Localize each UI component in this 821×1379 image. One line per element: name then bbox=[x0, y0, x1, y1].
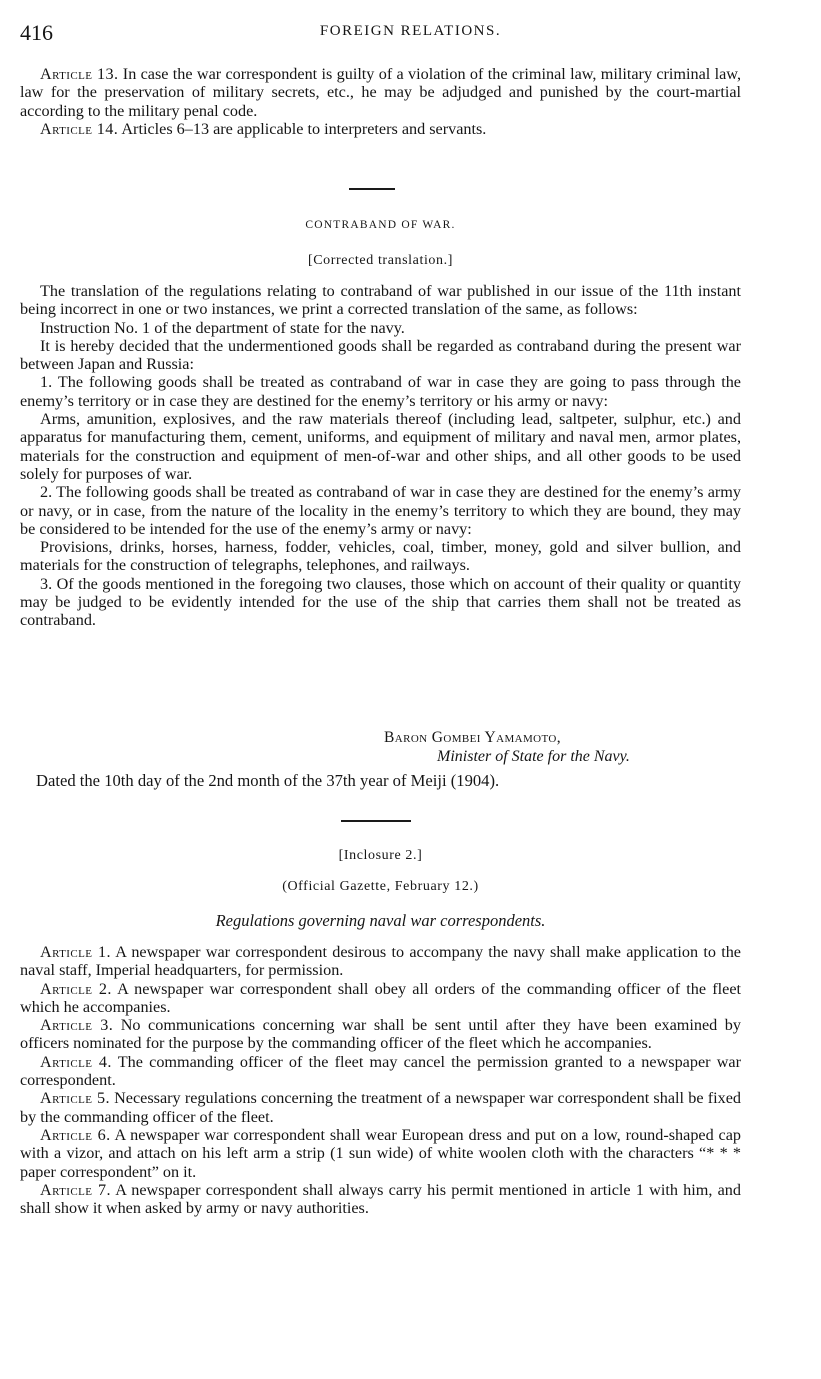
article-label: Article 1. bbox=[40, 943, 111, 961]
body-paragraph: 2. The following goods shall be treated as contraband of war in case they are destined for the enemy’s army or navy, or in case, from the nature of the locality in the enemy’s territory to which they are bound, they may be considered to be intended for the use of the enemy’s army or navy: bbox=[20, 483, 741, 538]
article-label: Article 2. bbox=[40, 979, 112, 998]
inclosure-label: [Inclosure 2.] bbox=[338, 848, 423, 863]
article-label: Article 14. bbox=[40, 119, 119, 138]
page-number: 416 bbox=[20, 20, 53, 45]
article-label: Article 7. bbox=[40, 1180, 111, 1199]
article-13-paragraph bbox=[20, 65, 741, 120]
article-paragraph bbox=[20, 1089, 741, 1126]
body-paragraph: 1. The following goods shall be treated as contraband of war in case they are going to pass through the enemy’s territory or in case they are destined for the enemy’s territory or his army or navy: bbox=[20, 373, 741, 410]
regulations-body bbox=[20, 943, 741, 1217]
article-paragraph bbox=[20, 1181, 741, 1218]
article-text: A newspaper correspondent shall always carry his permit mentioned in article 1 with him, and shall show it when asked by army or navy authorities. bbox=[20, 1180, 741, 1218]
article-text: In case the war correspondent is guilty of a violation of the criminal law, military criminal law, law for the preservation of military secrets, etc., he may be adjudged and punished by the court-martial according to the military penal code. bbox=[20, 65, 741, 120]
body-paragraph: Instruction No. 1 of the department of state for the navy. bbox=[40, 318, 405, 337]
body-paragraph: 3. Of the goods mentioned in the foregoing two clauses, those which on account of their quality or quantity may be judged to be evidently intended for the use of the ship that carries them shall not be treated as contraband. bbox=[20, 574, 741, 630]
article-text: The commanding officer of the fleet may cancel the permission granted to a newspaper war correspondent. bbox=[20, 1052, 741, 1090]
article-text: Articles 6–13 are applicable to interpreters and servants. bbox=[118, 119, 487, 138]
article-paragraph bbox=[20, 943, 741, 980]
article-paragraph bbox=[20, 980, 741, 1017]
section-subheading: [Corrected translation.] bbox=[307, 253, 453, 268]
body-paragraph: It is hereby decided that the undermentioned goods shall be regarded as contraband during the present war between Japan and Russia: bbox=[20, 336, 741, 374]
body-paragraph: Provisions, drinks, horses, harness, fodder, vehicles, coal, timber, money, gold and silver bullion, and materials for the construction of telegraphs, telephones, and railways. bbox=[20, 538, 741, 575]
article-text: A newspaper war correspondent shall obey all orders of the commanding officer of the fleet which he accompanies. bbox=[20, 979, 741, 1016]
article-text: A newspaper war correspondent shall wear European dress and put on a low, round-shaped cap with a vizor, and attach on his left arm a strip (1 sun wide) of white woolen cloth with the characters “* * * paper correspondent” on it. bbox=[20, 1125, 742, 1181]
article-text: Necessary regulations concerning the treatment of a newspaper war correspondent shall be fixed by the commanding officer of the fleet. bbox=[20, 1089, 741, 1126]
article-text: A newspaper war correspondent desirous to accompany the navy shall make application to the naval staff, Imperial headquarters, for permission. bbox=[20, 943, 741, 980]
article-label: Article 4. bbox=[40, 1052, 112, 1071]
signature-name: Baron Gombei Yamamoto, bbox=[384, 729, 562, 746]
article-label: Article 5. bbox=[40, 1089, 110, 1108]
section-divider bbox=[349, 188, 395, 190]
gazette-source: (Official Gazette, February 12.) bbox=[282, 879, 479, 894]
articles-13-14 bbox=[20, 65, 741, 138]
article-label: Article 13. bbox=[40, 65, 119, 83]
date-line: Dated the 10th day of the 2nd month of the 37th year of Meiji (1904). bbox=[36, 771, 500, 790]
article-label: Article 6. bbox=[40, 1125, 111, 1144]
signature-title: Minister of State for the Navy. bbox=[437, 748, 630, 765]
section-heading: CONTRABAND OF WAR. bbox=[305, 219, 456, 231]
regulations-title: Regulations governing naval war correspondents. bbox=[215, 911, 546, 930]
article-paragraph bbox=[20, 1016, 741, 1053]
running-head bbox=[20, 20, 801, 45]
body-paragraph: Arms, amunition, explosives, and the raw materials thereof (including lead, saltpeter, sulphur, etc.) and apparatus for manufacturing them, cement, uniforms, and equipment of military and naval men, armor plates, materials for the construction and equipment of men-of-war and other ships, and all other goods to be used solely for purposes of war. bbox=[20, 410, 741, 483]
section-divider bbox=[341, 820, 411, 822]
running-title: FOREIGN RELATIONS. bbox=[319, 23, 502, 39]
article-paragraph bbox=[20, 1126, 741, 1181]
article-label: Article 3. bbox=[40, 1016, 114, 1035]
article-paragraph bbox=[20, 1053, 741, 1090]
contraband-body bbox=[20, 282, 741, 630]
article-14-paragraph bbox=[20, 120, 741, 138]
body-paragraph: The translation of the regulations relating to contraband of war published in our issue of the 11th instant being incorrect in one or two instances, we print a corrected translation of the same, as follows: bbox=[20, 282, 741, 319]
article-text: No communications concerning war shall be sent until after they have been examined by officers nominated for the purpose by the commanding officer of the fleet which he accompanies. bbox=[20, 1016, 741, 1053]
